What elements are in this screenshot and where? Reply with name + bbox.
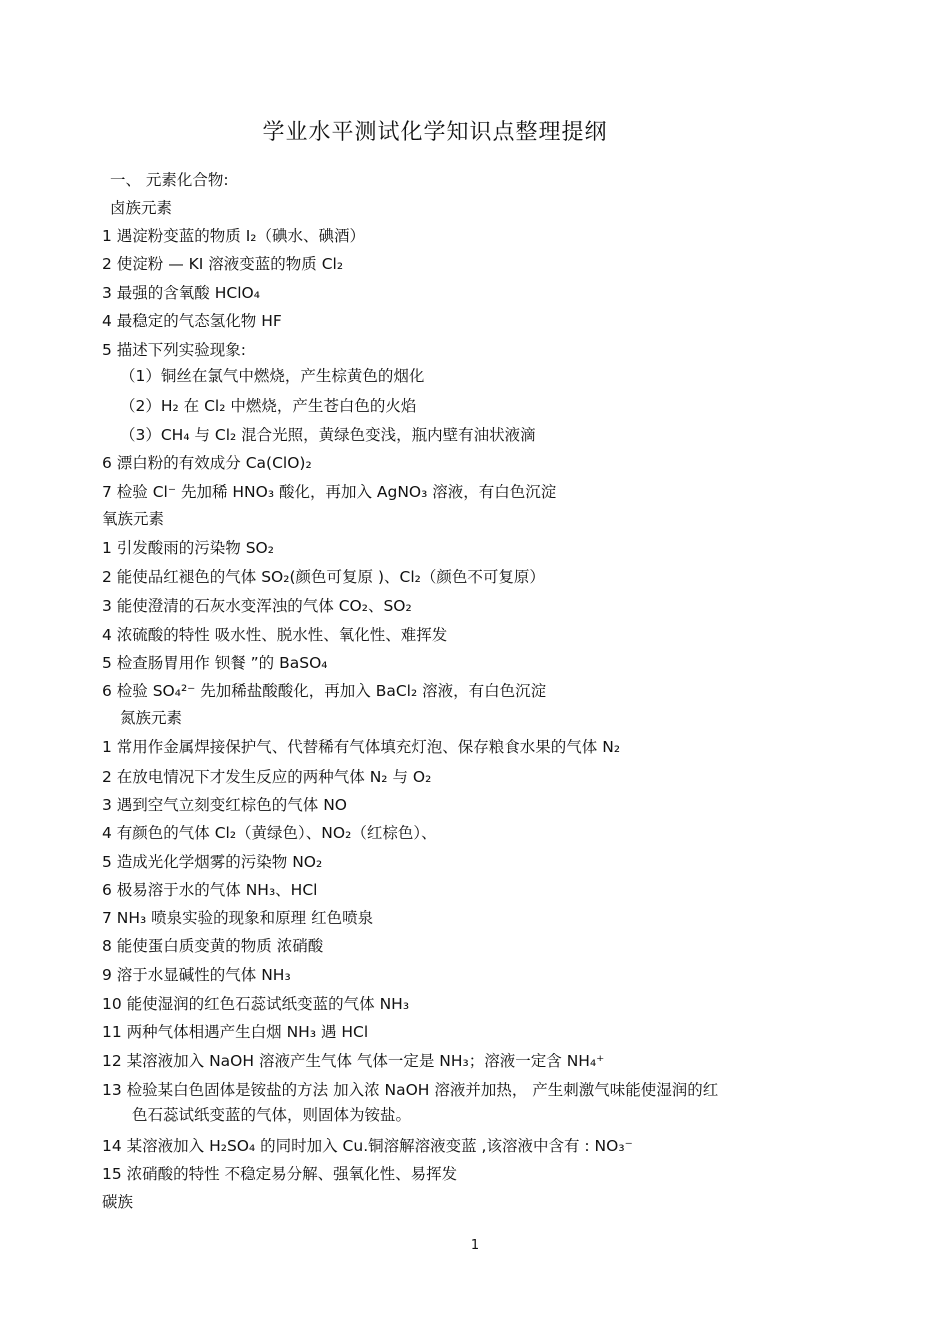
subsection-heading: 氧族元素: [102, 510, 165, 528]
list-item: 5 造成光化学烟雾的污染物 NO₂: [102, 853, 323, 871]
list-item: 13 检验某白色固体是铵盐的方法 加入浓 NaOH 溶液并加热， 产生刺激气味能使湿润的红: [102, 1081, 719, 1099]
subsection-heading: 卤族元素: [110, 199, 173, 217]
list-item: 1 引发酸雨的污染物 SO₂: [102, 539, 274, 557]
list-item: 5 检查肠胃用作 钡餐 ”的 BaSO₄: [102, 654, 328, 672]
list-subitem: （1）铜丝在氯气中燃烧，产生棕黄色的烟化: [120, 367, 425, 385]
section-heading: 一、 元素化合物:: [110, 171, 229, 189]
list-item: 10 能使湿润的红色石蕊试纸变蓝的气体 NH₃: [102, 995, 410, 1013]
list-item: 12 某溶液加入 NaOH 溶液产生气体 气体一定是 NH₃；溶液一定含 NH₄⁺: [102, 1052, 605, 1070]
list-item: 3 能使澄清的石灰水变浑浊的气体 CO₂、SO₂: [102, 597, 412, 615]
subsection-heading: 氮族元素: [120, 709, 183, 727]
list-item: 6 极易溶于水的气体 NH₃、HCl: [102, 881, 318, 899]
list-item: 11 两种气体相遇产生白烟 NH₃ 遇 HCl: [102, 1023, 369, 1041]
list-item: 4 浓硫酸的特性 吸水性、脱水性、氧化性、难挥发: [102, 626, 448, 644]
page-number: 1: [470, 1238, 480, 1253]
list-item: 3 最强的含氧酸 HClO₄: [102, 284, 260, 302]
list-item: 14 某溶液加入 H₂SO₄ 的同时加入 Cu.铜溶解溶液变蓝 ,该溶液中含有 : NO₃⁻: [102, 1137, 633, 1155]
list-item: 6 检验 SO₄²⁻ 先加稀盐酸酸化，再加入 BaCl₂ 溶液，有白色沉淀: [102, 682, 547, 700]
list-item: 2 能使品红褪色的气体 SO₂(颜色可复原 )、Cl₂（颜色不可复原）: [102, 568, 545, 586]
list-subitem: （2）H₂ 在 Cl₂ 中燃烧，产生苍白色的火焰: [120, 397, 417, 415]
list-item-continuation: 色石蕊试纸变蓝的气体，则固体为铵盐。: [132, 1106, 412, 1124]
list-subitem: （3）CH₄ 与 Cl₂ 混合光照，黄绿色变浅，瓶内壁有油状液滴: [120, 426, 536, 444]
subsection-heading: 碳族: [102, 1193, 134, 1211]
list-item: 8 能使蛋白质变黄的物质 浓硝酸: [102, 937, 324, 955]
list-item: 4 有颜色的气体 Cl₂（黄绿色）、NO₂（红棕色）、: [102, 824, 437, 842]
list-item: 3 遇到空气立刻变红棕色的气体 NO: [102, 796, 348, 814]
list-item: 7 检验 Cl⁻ 先加稀 HNO₃ 酸化，再加入 AgNO₃ 溶液，有白色沉淀: [102, 483, 557, 501]
list-item: 15 浓硝酸的特性 不稳定易分解、强氧化性、易挥发: [102, 1165, 458, 1183]
list-item: 2 在放电情况下才发生反应的两种气体 N₂ 与 O₂: [102, 768, 432, 786]
list-item: 1 遇淀粉变蓝的物质 I₂（碘水、碘酒）: [102, 227, 366, 245]
list-item: 9 溶于水显碱性的气体 NH₃: [102, 966, 291, 984]
list-item: 2 使淀粉 — KI 溶液变蓝的物质 Cl₂: [102, 255, 344, 273]
list-item: 7 NH₃ 喷泉实验的现象和原理 红色喷泉: [102, 909, 374, 927]
list-item: 1 常用作金属焊接保护气、代替稀有气体填充灯泡、保存粮食水果的气体 N₂: [102, 738, 621, 756]
list-item: 6 漂白粉的有效成分 Ca(ClO)₂: [102, 454, 312, 472]
list-item: 4 最稳定的气态氢化物 HF: [102, 312, 282, 330]
list-item: 5 描述下列实验现象:: [102, 341, 247, 359]
page-title: 学业水平测试化学知识点整理提纲: [262, 120, 608, 145]
